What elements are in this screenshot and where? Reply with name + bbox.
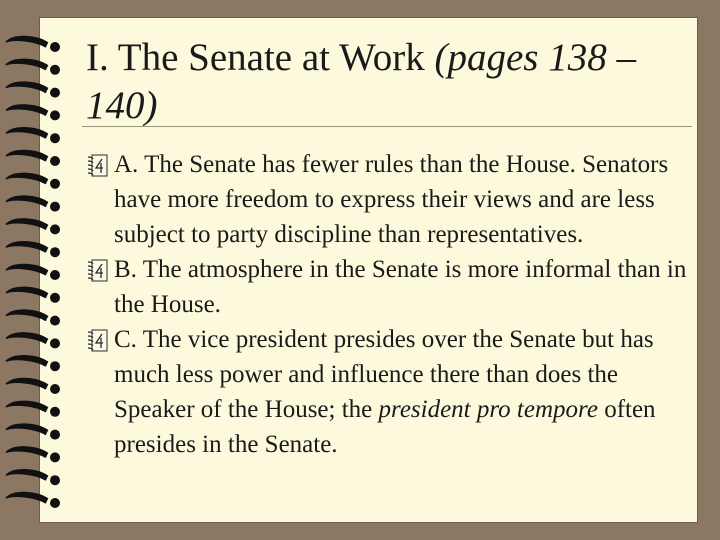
spiral-ring-icon: [6, 219, 60, 235]
bullet-list: [86, 147, 696, 462]
bullet-c-text-italic: president pro tempore: [378, 396, 598, 423]
title-divider: [82, 126, 692, 127]
spiral-ring-icon: [6, 150, 60, 166]
spiral-ring-icon: [6, 378, 60, 394]
title-plain-text: I. The Senate at Work: [86, 36, 435, 79]
spiral-ring-icon: [6, 196, 60, 212]
spiral-ring-icon: [6, 82, 60, 98]
spiral-ring-icon: [6, 447, 60, 463]
spiral-ring-icon: [6, 401, 60, 417]
spiral-ring-icon: [6, 59, 60, 75]
bullet-item-c: [86, 322, 696, 462]
notebook-4-icon: [86, 329, 108, 352]
spiral-ring-icon: [6, 264, 60, 280]
spiral-binding: [0, 0, 80, 540]
spiral-ring-icon: [6, 173, 60, 189]
notebook-4-icon: [86, 259, 108, 282]
bullet-item-b: [86, 252, 696, 322]
title-italic-text: (pages 138 –140): [86, 36, 636, 127]
spiral-ring-icon: [6, 36, 60, 52]
spiral-ring-icon: [6, 287, 60, 303]
bullet-a-text: A. The Senate has fewer rules than the House. Senators have more freedom to express their views and are less subject to party discipline than representatives.: [114, 151, 669, 248]
spiral-ring-icon: [6, 356, 60, 372]
spiral-ring-icon: [6, 128, 60, 144]
spiral-ring-icon: [6, 424, 60, 440]
bullet-c-text-after: often presides in the Senate.: [114, 396, 656, 458]
notebook-4-icon: [86, 154, 108, 177]
bullet-c-text-before: C. The vice president presides over the Senate but has much less power and influence there than does the Speaker of the House; the: [114, 326, 654, 423]
spiral-ring-icon: [6, 242, 60, 258]
spiral-ring-icon: [6, 333, 60, 349]
bullet-b-text: B. The atmosphere in the Senate is more informal than in the House.: [114, 256, 687, 318]
slide-title: [86, 34, 698, 130]
spiral-ring-icon: [6, 470, 60, 486]
bullet-item-a: [86, 147, 696, 252]
spiral-ring-icon: [6, 492, 60, 508]
spiral-ring-icon: [6, 105, 60, 121]
spiral-ring-icon: [6, 310, 60, 326]
